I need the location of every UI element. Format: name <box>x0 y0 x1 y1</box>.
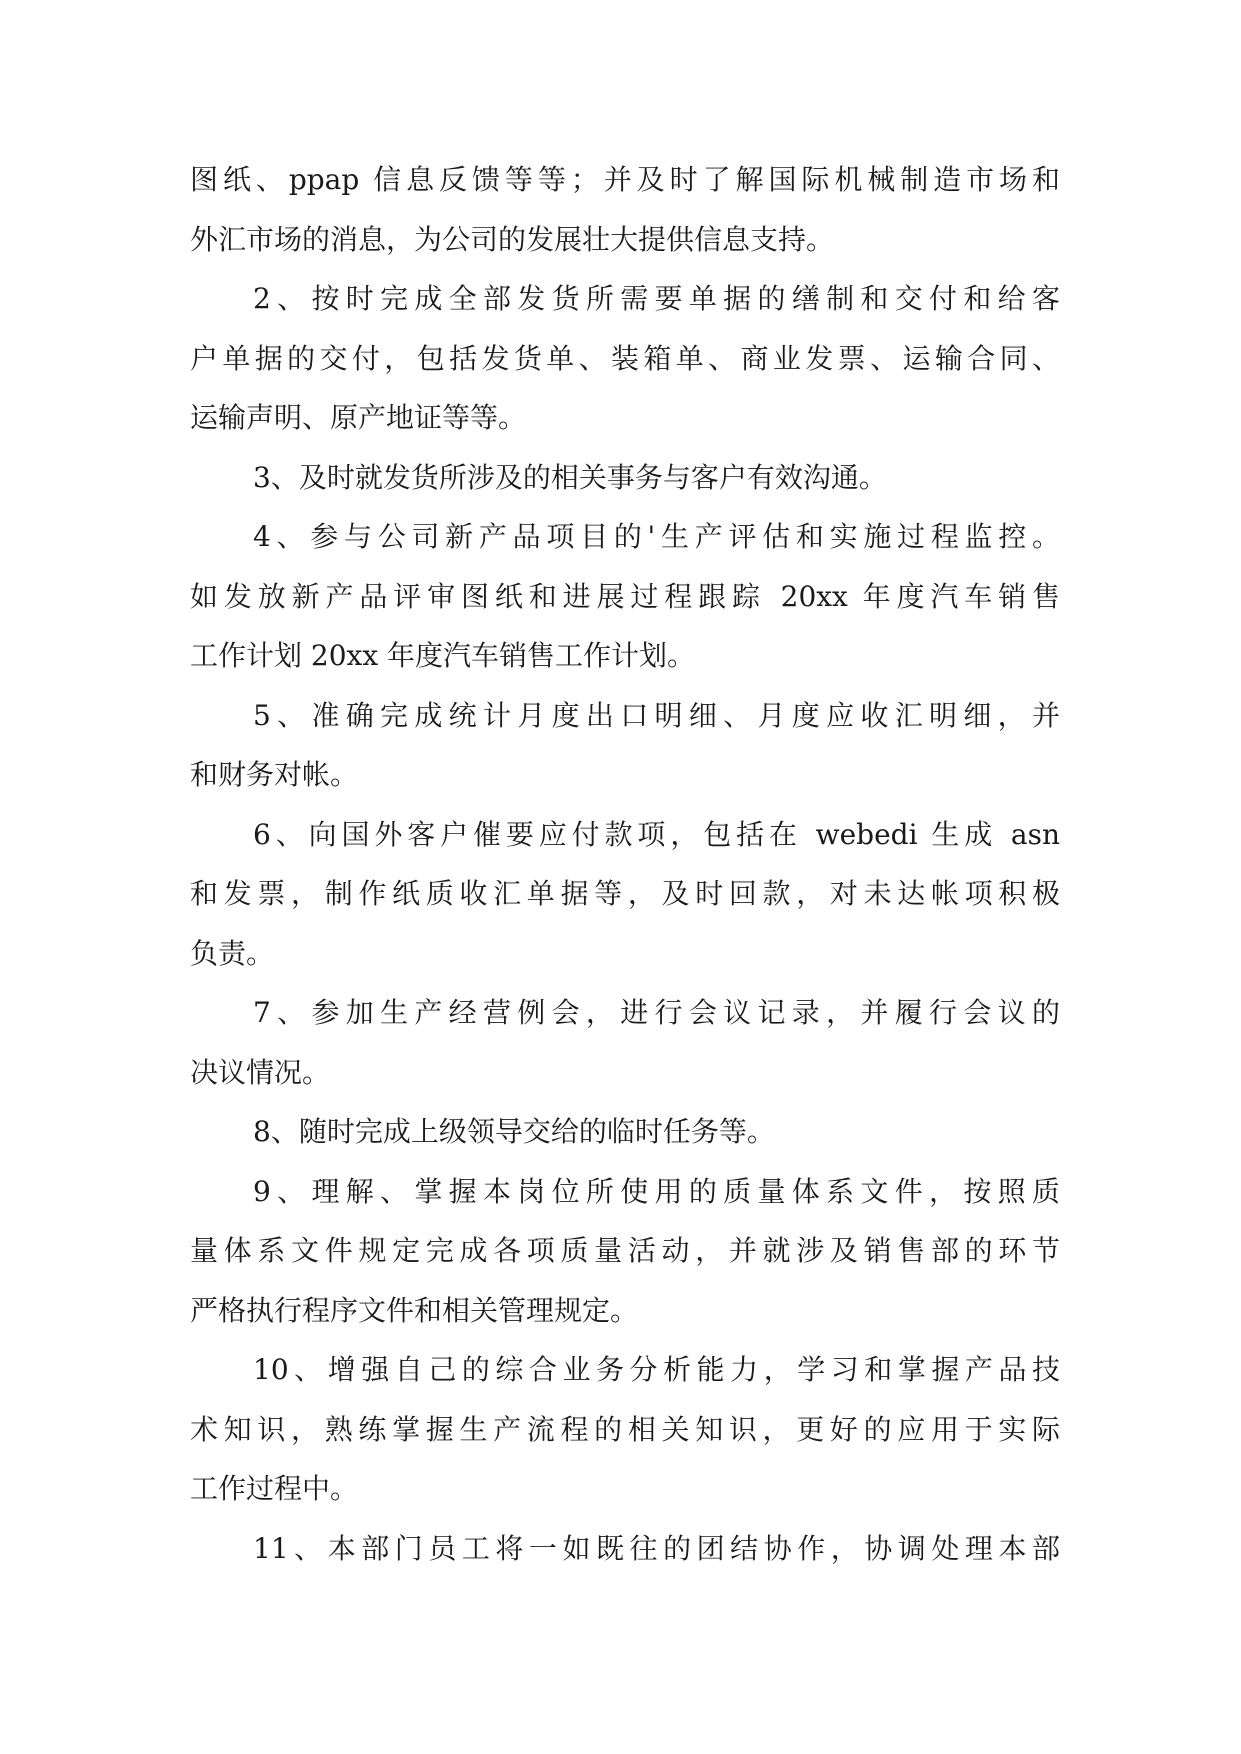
paragraph-start-line: 7、参加生产经营例会，进行会议记录，并履行会议的 <box>253 996 1060 1029</box>
text-line: 严格执行程序文件和相关管理规定。 <box>190 1293 639 1327</box>
text-line: 术知识，熟练掌握生产流程的相关知识，更好的应用于实际 <box>190 1412 1060 1446</box>
paragraph-start-line: 2、按时完成全部发货所需要单据的缮制和交付和给客 <box>253 282 1060 315</box>
document-body <box>190 150 1060 1578</box>
text-line: 工作计划 20xx 年度汽车销售工作计划。 <box>190 639 696 672</box>
text-line: 工作过程中。 <box>190 1472 359 1505</box>
text-line: 量体系文件规定完成各项质量活动，并就涉及销售部的环节 <box>190 1234 1060 1267</box>
text-line: 如发放新产品评审图纸和进展过程跟踪 20xx 年度汽车销售 <box>190 579 1060 613</box>
text-line: 运输声明、原产地证等等。 <box>190 401 527 434</box>
paragraph-start-line: 4、参与公司新产品项目的'生产评估和实施过程监控。 <box>253 520 1060 553</box>
text-line: 户单据的交付，包括发货单、装箱单、商业发票、运输合同、 <box>190 341 1060 375</box>
text-line: 外汇市场的消息，为公司的发展壮大提供信息支持。 <box>190 222 835 256</box>
text-line: 负责。 <box>190 936 275 970</box>
paragraph-start-line: 6、向国外客户催要应付款项，包括在 webedi 生成 asn <box>253 817 1060 851</box>
paragraph-start-line: 3、及时就发货所涉及的相关事务与客户有效沟通。 <box>253 460 887 494</box>
paragraph-start-line: 5、准确完成统计月度出口明细、月度应收汇明细，并 <box>253 698 1060 732</box>
paragraph-start-line: 9、理解、掌握本岗位所使用的质量体系文件，按照质 <box>253 1174 1060 1208</box>
paragraph-start-line: 10、增强自己的综合业务分析能力，学习和掌握产品技 <box>253 1353 1060 1386</box>
text-line: 决议情况。 <box>190 1055 331 1089</box>
paragraph-start-line: 11、本部门员工将一如既往的团结协作，协调处理本部 <box>253 1531 1060 1565</box>
paragraph-start-line: 8、随时完成上级领导交给的临时任务等。 <box>253 1115 775 1148</box>
text-line: 和发票，制作纸质收汇单据等，及时回款，对未达帐项积极 <box>190 877 1060 910</box>
text-line: 图纸、ppap 信息反馈等等；并及时了解国际机械制造市场和 <box>190 163 1060 196</box>
text-line: 和财务对帐。 <box>190 758 359 791</box>
